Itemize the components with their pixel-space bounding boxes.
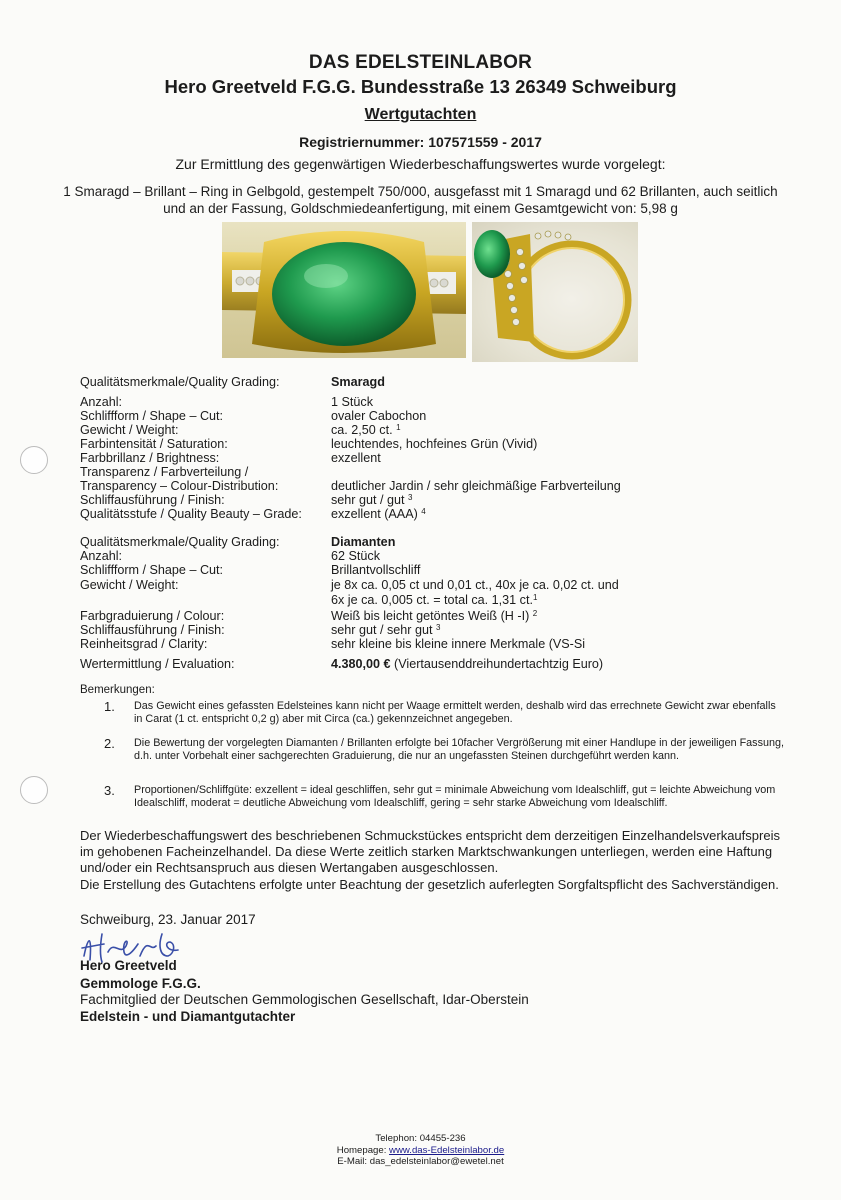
place-date: Schweiburg, 23. Januar 2017 — [80, 912, 256, 927]
remarks-heading: Bemerkungen: — [80, 684, 155, 696]
row-value: Brillantvollschliff — [331, 563, 421, 577]
item-description: 1 Smaragd – Brillant – Ring in Gelbgold, gestempelt 750/000, ausgefasst mit 1 Smaragd und 62 Brillanten, auch seitlich und an der Fassung, Goldschmiedeanfertigung, mit einem Gesamtgewicht von: 5,98 g — [63, 184, 778, 216]
footer-email: E-Mail: das_edelsteinlabor@ewetel.net — [337, 1156, 504, 1167]
row-value: ovaler Cabochon — [331, 409, 427, 423]
row-label: Farbbrillanz / Brightness: — [80, 451, 220, 465]
row-value: 1 Stück — [331, 395, 373, 409]
row-label: Qualitätsstufe / Quality Beauty – Grade: — [80, 507, 302, 521]
row-value: Weiß bis leicht getöntes Weiß (H -I) — [331, 609, 530, 623]
row-value: sehr kleine bis kleine innere Merkmale (VS-Si — [331, 637, 586, 651]
signatory-membership: Fachmitglied der Deutschen Gemmologischen Gesellschaft, Idar-Oberstein — [80, 992, 529, 1007]
row-label: Gewicht / Weight: — [80, 578, 179, 592]
footnote-marker: 3 — [436, 623, 441, 632]
footer-contact — [0, 1133, 841, 1168]
row-value: ca. 2,50 ct. — [331, 423, 393, 437]
homepage-label: Homepage: — [336, 1144, 390, 1156]
note-number: 2. — [104, 736, 115, 751]
signatory-role: Edelstein - und Diamantgutachter — [80, 1009, 296, 1024]
intro-text: Zur Ermittlung des gegenwärtigen Wiederbeschaffungswertes wurde vorgelegt: — [175, 156, 666, 172]
row-label: Anzahl: — [80, 549, 123, 563]
note-text: Proportionen/Schliffgüte: exzellent = ideal geschliffen, sehr gut = minimale Abweichung vom Idealschliff, gut = leichte Abweichung vom Idealschliff, moderat = deutliche Abweichung vom Idealschliff, gering = sehr starke Abweichung vom Idealschliff. — [134, 784, 776, 810]
row-value: 6x je ca. 0,005 ct. = total ca. 1,31 ct. — [331, 593, 533, 607]
row-label: Reinheitsgrad / Clarity: — [80, 637, 208, 651]
row-label: Schliffausführung / Finish: — [80, 493, 225, 507]
emerald-grading-table — [80, 376, 780, 536]
row-value: 62 Stück — [331, 549, 381, 563]
footer-homepage — [0, 1145, 841, 1157]
footnote-marker: 3 — [408, 493, 413, 502]
liability-paragraph: Der Wiederbeschaffungswert des beschriebenen Schmuckstückes entspricht dem derzeitigen Einzelhandelsverkaufspreis im gehobenen Facheinzelhandel. Da diese Werte zeitlich starken Marktschwankungen unterliegen, werden eine Haftung und/oder ein Rechtsanspruch aus diesen Wertangaben ausgeschlossen. — [80, 828, 780, 875]
ring-front-photo — [222, 222, 466, 358]
row-value: leuchtendes, hochfeines Grün (Vivid) — [331, 437, 538, 451]
diligence-paragraph: Die Erstellung des Gutachtens erfolgte unter Beachtung der gesetzlich auferlegten Sorgfaltspflicht des Sachverständigen. — [80, 877, 779, 892]
lab-address: Hero Greetveld F.G.G. Bundesstraße 13 26349 Schweiburg — [164, 76, 677, 97]
ring-side-photo — [472, 222, 638, 362]
footer-phone: Telephon: 04455-236 — [375, 1133, 466, 1144]
row-value: exzellent (AAA) — [331, 507, 418, 521]
footnote-marker: 1 — [396, 423, 401, 432]
row-label: Transparenz / Farbverteilung / — [80, 465, 249, 479]
row-label: Gewicht / Weight: — [80, 423, 179, 437]
signatory-name: Hero Greetveld — [80, 958, 177, 973]
row-label: Schliffform / Shape – Cut: — [80, 409, 224, 423]
row-label: Schliffform / Shape – Cut: — [80, 563, 224, 577]
diamond-grading-table — [80, 536, 780, 682]
signatory-title: Gemmologe F.G.G. — [80, 976, 201, 991]
row-label: Anzahl: — [80, 395, 123, 409]
row-label: Transparency – Colour-Distribution: — [80, 479, 279, 493]
row-value: exzellent — [331, 451, 381, 465]
punch-hole — [20, 446, 48, 474]
row-label: Farbintensität / Saturation: — [80, 437, 228, 451]
footnote-marker: 2 — [532, 609, 538, 618]
note-text: Das Gewicht eines gefassten Edelsteines kann nicht per Waage ermittelt werden, deshalb wird das errechnete Gewicht zwar ebenfalls in Carat (1 ct. entspricht 0,2 g) aber mit Circa (ca.) gekennzeichnet angegeben. — [134, 700, 776, 726]
row-value: sehr gut / sehr gut — [331, 623, 433, 637]
footnote-marker: 4 — [421, 507, 426, 516]
evaluation-amount: 4.380,00 € — [331, 657, 391, 671]
remark-note — [104, 784, 784, 826]
section-label: Qualitätsmerkmale/Quality Grading: — [80, 375, 280, 389]
section-value: Diamanten — [331, 535, 396, 549]
section-value: Smaragd — [331, 375, 385, 389]
row-value: sehr gut / gut — [331, 493, 405, 507]
registry-number: Registriernummer: 107571559 - 2017 — [299, 134, 542, 150]
row-value: je 8x ca. 0,05 ct und 0,01 ct., 40x je ca. 0,02 ct. und — [331, 578, 619, 592]
note-number: 3. — [104, 783, 115, 798]
homepage-link[interactable]: www.das-Edelsteinlabor.de — [389, 1144, 505, 1156]
footnote-marker: 1 — [532, 593, 538, 602]
section-label: Qualitätsmerkmale/Quality Grading: — [80, 535, 280, 549]
document-title: Wertgutachten — [364, 106, 477, 123]
remark-note — [104, 700, 784, 730]
note-number: 1. — [104, 699, 115, 714]
lab-name: DAS EDELSTEINLABOR — [308, 52, 533, 73]
evaluation-words: (Viertausenddreihundertachtzig Euro) — [394, 657, 604, 671]
punch-hole — [20, 776, 48, 804]
note-text: Die Bewertung der vorgelegten Diamanten / Brillanten erfolgte bei 10facher Vergrößerung mit einer Handlupe in der jeweiligen Fassung, d.h. unter Vorbehalt einer sachgerechten Graduierung, die nur an ungefassten Steinen durchgeführt werden kann. — [134, 737, 784, 763]
row-label: Farbgraduierung / Colour: — [80, 609, 225, 623]
row-value: deutlicher Jardin / sehr gleichmäßige Farbverteilung — [331, 479, 621, 493]
evaluation-label: Wertermittlung / Evaluation: — [80, 657, 235, 671]
remark-note — [104, 737, 784, 779]
row-label: Schliffausführung / Finish: — [80, 623, 225, 637]
